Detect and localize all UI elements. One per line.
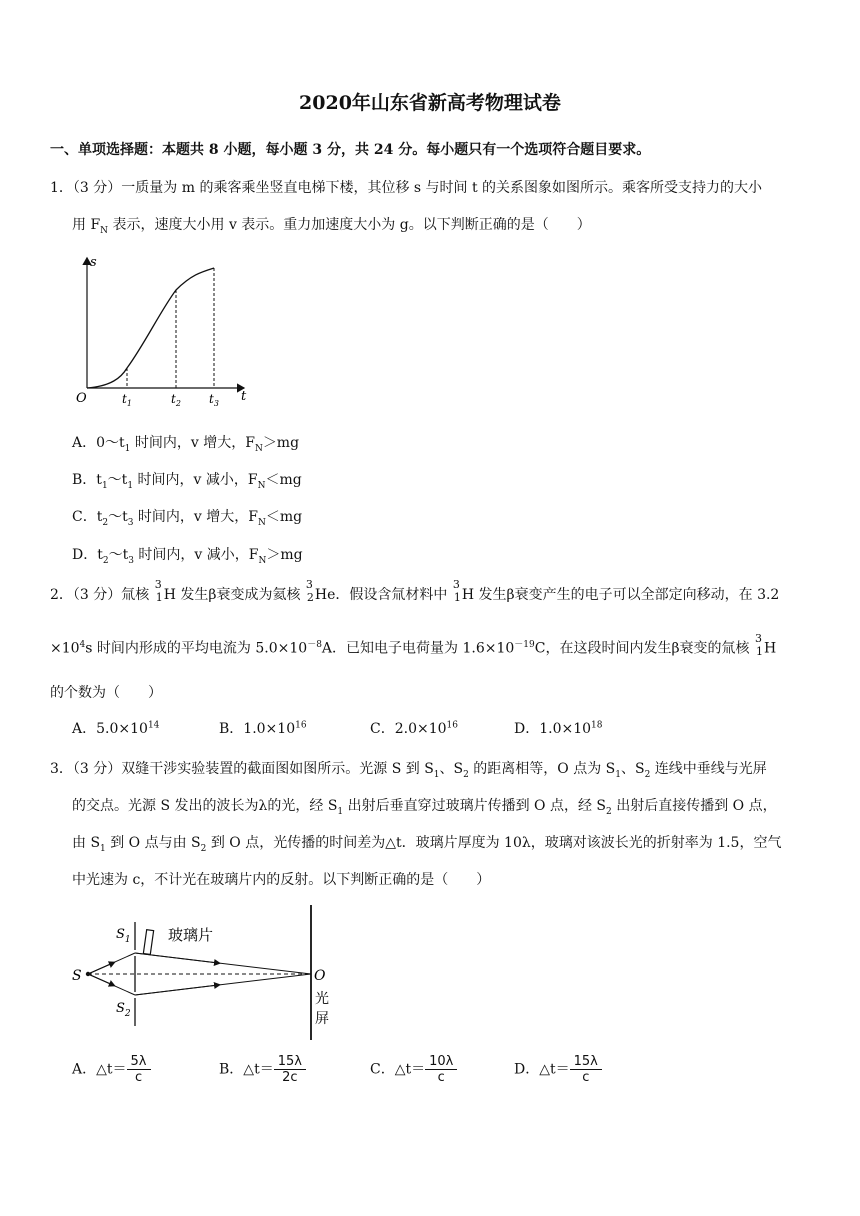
q2-stem-line3: 的个数为（ ） (50, 685, 162, 701)
section-heading: 一、单项选择题：本题共 8 小题，每小题 3 分，共 24 分。每小题只有一个选项符合题目要求。 (50, 142, 651, 158)
q3-option-d[interactable]: D．△t＝ $\frac{15\lambda}{c}$ (514, 1054, 602, 1085)
t2-sub: 2 (175, 399, 181, 408)
y-axis-label: s (90, 255, 97, 270)
s-t-curve (87, 268, 214, 388)
label-glass: 玻璃片 (168, 926, 214, 944)
q2-stem-line2: $\times 10^4s$ 时间内形成的平均电流为 $5.0\times 10^{-8}A$．已知电子电荷量为 $1.6\times 10^{-19}C$，在这段时间内发生β衰变的氚核 3 1 H (50, 631, 777, 658)
t3-sub: 3 (213, 399, 219, 408)
q1-option-b[interactable]: B．$t_1\sim t_1$ 时间内，v 减小，$F_N<mg$ (72, 472, 302, 491)
q3-double-slit-diagram (68, 900, 348, 1045)
q3-stem-line2: 的交点。光源 S 发出的波长为λ的光，经 $S_1$ 出射后垂直穿过玻璃片传播到 O 点，经 $S_2$ 出射后直接传播到 O 点， (72, 798, 777, 817)
q1-option-c[interactable]: C．$t_2\sim t_3$ 时间内，v 增大，$F_N<mg$ (72, 509, 303, 528)
q2-option-c[interactable]: C．$2.0\times 10^{16}$ (370, 720, 458, 737)
q3-option-a[interactable]: A．△t＝ $\frac{5\lambda}{c}$ (72, 1054, 151, 1085)
label-o: O (314, 968, 326, 984)
ray-s-to-s2 (88, 974, 135, 995)
t2-label: $t_2$ (171, 392, 181, 408)
q2-option-a[interactable]: A．$5.0\times 10^{14}$ (72, 720, 160, 737)
q1-stem-line1: 1．（3 分）一质量为 m 的乘客乘坐竖直电梯下楼，其位移 s 与时间 t 的关系图象如图所示。乘客所受支持力的大小 (50, 180, 763, 196)
q2-option-b[interactable]: B．$1.0\times 10^{16}$ (219, 720, 307, 737)
tritium-nuclide: 3 1 (154, 578, 163, 604)
origin-label: O (76, 391, 87, 406)
page-title: 2020年山东省新高考物理试卷 (299, 92, 561, 114)
q3-option-b[interactable]: B．△t＝ $\frac{15\lambda}{2c}$ (219, 1054, 306, 1085)
label-screen-2: 屏 (315, 1011, 329, 1027)
glass-plate (143, 930, 153, 955)
label-s: S (72, 968, 82, 984)
tritium-nuclide: 3 1 (755, 631, 764, 658)
t3-label: $t_3$ (209, 392, 219, 408)
s1-sub: 1 (124, 935, 131, 945)
x-axis-label: t (241, 389, 247, 404)
q3-option-c[interactable]: C．△t＝ $\frac{10\lambda}{c}$ (370, 1054, 457, 1085)
q2-stem-line1: 2．（3 分）氚核 3 1 H 发生β衰变成为氦核 3 2 He．假设含氚材料中 3 1 H 发生β衰变产生的电子可以全部定向移动，在 3.2 (50, 578, 780, 604)
t1-sub: 1 (126, 399, 132, 408)
ray-s2-to-o-arrow (135, 985, 218, 995)
q1-stem-line2: 用 $F_N$ 表示，速度大小用 v 表示。重力加速度大小为 g。以下判断正确的是（ ） (72, 217, 591, 236)
helium-nuclide: 3 2 (305, 578, 314, 604)
q1-option-d[interactable]: D．$t_2\sim t_3$ 时间内，v 减小，$F_N>mg$ (72, 547, 303, 566)
q1-option-a[interactable]: A．$0\sim t_1$ 时间内，v 增大，$F_N>mg$ (72, 435, 300, 454)
label-s1: $S_1$ (116, 927, 131, 945)
q1-displacement-time-graph (66, 250, 266, 410)
source-point (86, 972, 90, 976)
q3-stem-line1: 3．（3 分）双缝干涉实验装置的截面图如图所示。光源 S 到 $S_1$、$S_2$ 的距离相等，O 点为 $S_1$、$S_2$ 连线中垂线与光屏 (50, 761, 767, 780)
tritium-nuclide: 3 1 (452, 578, 461, 604)
q3-stem-line3: 由 $S_1$ 到 O 点与由 $S_2$ 到 O 点，光传播的时间差为△t．玻璃片厚度为 10λ，玻璃对该波长光的折射率为 1.5，空气 (72, 835, 782, 854)
ray-s-to-s1-arrow (88, 963, 113, 974)
label-screen-1: 光 (315, 991, 329, 1007)
s2-sub: 2 (124, 1009, 131, 1019)
q3-stem-line4: 中光速为 c，不计光在玻璃片内的反射。以下判断正确的是（ ） (72, 872, 491, 888)
q2-option-d[interactable]: D．$1.0\times 10^{18}$ (514, 720, 603, 737)
t1-label: $t_1$ (122, 392, 132, 408)
label-s2: $S_2$ (116, 1001, 131, 1019)
